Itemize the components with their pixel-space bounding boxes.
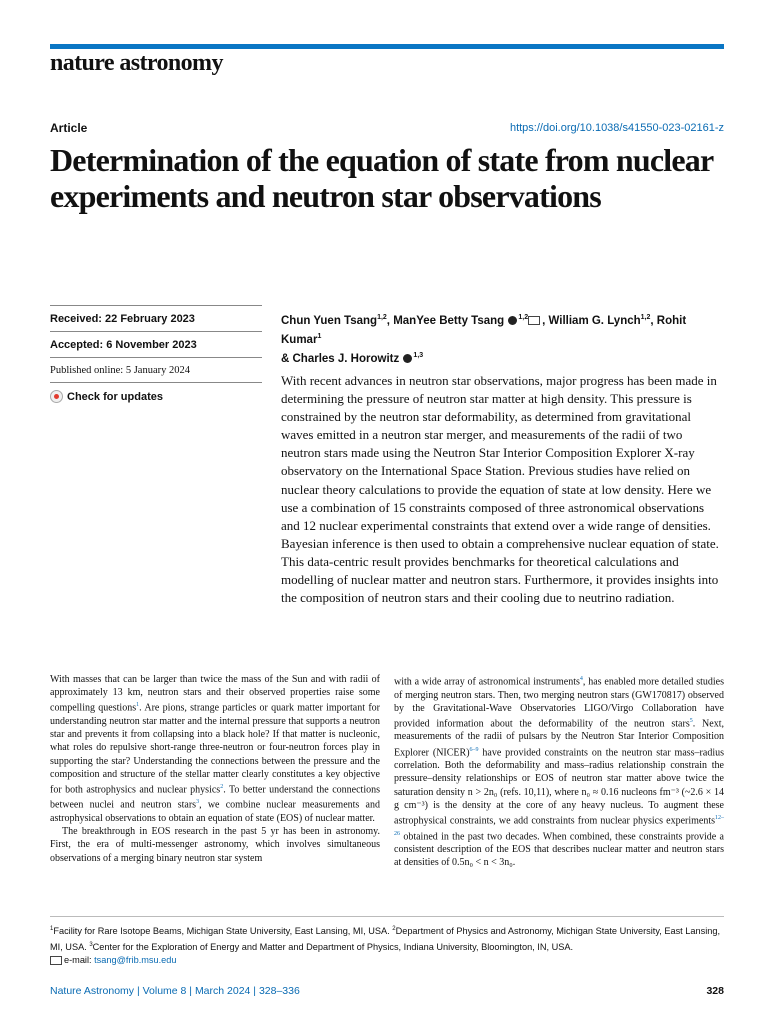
body-column-right: [394, 673, 724, 869]
affil-text: Center for the Exploration of Energy and Matter and Department of Physics, Indiana University, Bloomington, IN, USA.: [92, 941, 574, 952]
body-text: . To better understand the connections between nuclei and neutron stars: [50, 784, 380, 811]
author-affil-sup: 1: [317, 332, 322, 340]
mail-icon: [50, 956, 62, 965]
email-link[interactable]: tsang@frib.msu.edu: [94, 955, 177, 966]
body-text: obtained in the past two decades. When combined, these constraints provide a consistent description of the EOS that describes nuclear matter and neutron stars at densities of 0.5n₀ < n < 3n₀.: [394, 830, 724, 869]
footnote-divider: [50, 916, 724, 917]
doi-link[interactable]: https://doi.org/10.1038/s41550-023-02161-z: [509, 122, 724, 134]
reference-link[interactable]: 1: [136, 702, 140, 709]
mail-icon[interactable]: [528, 316, 540, 325]
author-affil-sup: 1,2: [640, 314, 651, 321]
author-affil-sup: 1,3: [413, 351, 424, 359]
body-text: . Are pions, strange particles or quark matter important for understanding neutron star matter and the internal pressure that supports a neutron star and prevents it from collapsing into a black hole? If that matter is nucleonic, what roles do repulsive short-range three-neutron or four-neutron forces play in supporting the star? Understanding the connections between the pressure and the composition and structure of the stellar matter clearly constitutes a key objective for both astrophysics and nuclear physics: [50, 702, 380, 796]
accepted-date: Accepted: 6 November 2023: [50, 331, 262, 357]
body-paragraph: The breakthrough in EOS research in the past 5 yr has been in astronomy. First, the era of multi-messenger astronomy, which involves simultaneous observations of a merging binary neutron star system: [50, 826, 380, 864]
page-number: 328: [706, 985, 724, 997]
body-paragraph: [50, 673, 380, 825]
body-text: . Next, measurements of the radii of pulsars by the Neutron Star Interior Composition Explorer (NICER): [394, 718, 724, 758]
author-list: Chun Yuen Tsang$^{1,2}$, ManYee Betty Tsang $^{1,2}$ , William G. Lynch$^{1,2}$, Rohit Kumar$^1$ & Charles J. Horowitz $^{1,3}$: [281, 314, 687, 365]
abstract: With recent advances in neutron star observations, major progress has been made in determining the pressure of neutron star matter at high density. This pressure is constrained by the neutron star deformability, as determined from gravitational waves emitted in a neutron star merger, and measurements of the radii of two neutron stars made using the Neutron Star Interior Composition Explorer X-ray observatory on the International Space Station. Previous studies have relied on nuclear theory calculations to provide the equation of state at low density. Here we use a combination of 15 constraints composed of three astronomical observations and 12 nuclear experimental constraints that extend over a wide range of densities. Bayesian inference is then used to obtain a comprehensive nuclear equation of state. This data-centric result provides benchmarks for theoretical calculations and modelling of nuclear matter and neutron stars. Furthermore, it provides insights into the composition of neutron stars and their cooling due to neutrino radiation.: [281, 373, 719, 606]
affil-text: Facility for Rare Isotope Beams, Michigan State University, East Lansing, MI, USA.: [53, 926, 393, 937]
check-updates-label: Check for updates: [67, 390, 163, 403]
orcid-icon[interactable]: [508, 316, 517, 325]
affil-text: Department of Physics and Astronomy, Michigan State University, East Lansing, MI, USA.: [50, 926, 721, 952]
published-date: Published online: 5 January 2024: [50, 357, 262, 382]
reference-link[interactable]: 4: [579, 676, 583, 682]
affiliations: [50, 923, 724, 968]
body-paragraph: [394, 673, 724, 869]
author-affil-sup: 1,2: [518, 314, 529, 321]
author-name[interactable]: Chun Yuen Tsang: [281, 314, 378, 327]
body-text: , has enabled more detailed studies of merging neutron stars. Then, two merging neutron stars (GW170817) observed by the Gravitational-Wave Observatories LIGO/Virgo Collaboration have provided information about the deformability of the neutron stars: [394, 676, 724, 730]
author-affil-sup: 1,2: [377, 314, 387, 321]
journal-logo[interactable]: nature astronomy: [50, 50, 223, 76]
affil-sup: 3: [89, 941, 93, 948]
check-updates-button[interactable]: [50, 382, 262, 409]
article-type-label: Article: [50, 121, 88, 135]
reference-link[interactable]: 5: [689, 717, 693, 724]
affil-sup: 1: [50, 926, 54, 932]
author-name[interactable]: ManYee Betty Tsang: [393, 314, 505, 327]
footer-citation[interactable]: Nature Astronomy | Volume 8 | March 2024 | 328–336: [50, 985, 300, 997]
body-text: , we combine nuclear measurements and astrophysical observations to obtain an equation of state (EOS) of nuclear matter.: [50, 799, 380, 825]
author-name[interactable]: & Charles J. Horowitz: [281, 352, 400, 365]
body-text: With masses that can be larger than twice the mass of the Sun and with radii of approximately 13 km, neutron stars and their observed properties raise some compelling questions: [50, 674, 380, 714]
reference-link[interactable]: 2: [220, 783, 224, 790]
dates-panel: [50, 305, 262, 409]
header-accent-bar: [50, 44, 724, 49]
body-column-left: [50, 673, 380, 865]
author-name[interactable]: William G. Lynch: [548, 314, 641, 327]
orcid-icon[interactable]: [403, 354, 412, 363]
reference-link[interactable]: 6–9: [469, 746, 479, 753]
body-text: have provided constraints on the neutron star mass–radius correlation. Both the deformability and mass–radius relationship constrain the pressure–density relationships or EOS of neutron star matter above twice the saturation density n > 2n₀ (refs. 10,11), where n₀ ≈ 0.16 nucleons fm⁻³ (~2.6 × 14 g cm⁻³) is the density at the core of any heavy nucleus. To augment these astrophysical constraints, we add constraints from nuclear physics experiments: [394, 747, 724, 827]
affil-sup: 2: [392, 926, 396, 932]
email-label: e-mail:: [64, 955, 95, 966]
reference-link[interactable]: 12–26: [394, 815, 724, 837]
body-text: with a wide array of astronomical instruments: [394, 676, 580, 688]
reference-link[interactable]: 3: [196, 799, 200, 806]
author-name[interactable]: Rohit Kumar: [281, 314, 687, 346]
check-updates-icon: [50, 390, 63, 403]
received-date: Received: 22 February 2023: [50, 305, 262, 331]
article-title: Determination of the equation of state from nuclear experiments and neutron star observations: [50, 142, 713, 214]
